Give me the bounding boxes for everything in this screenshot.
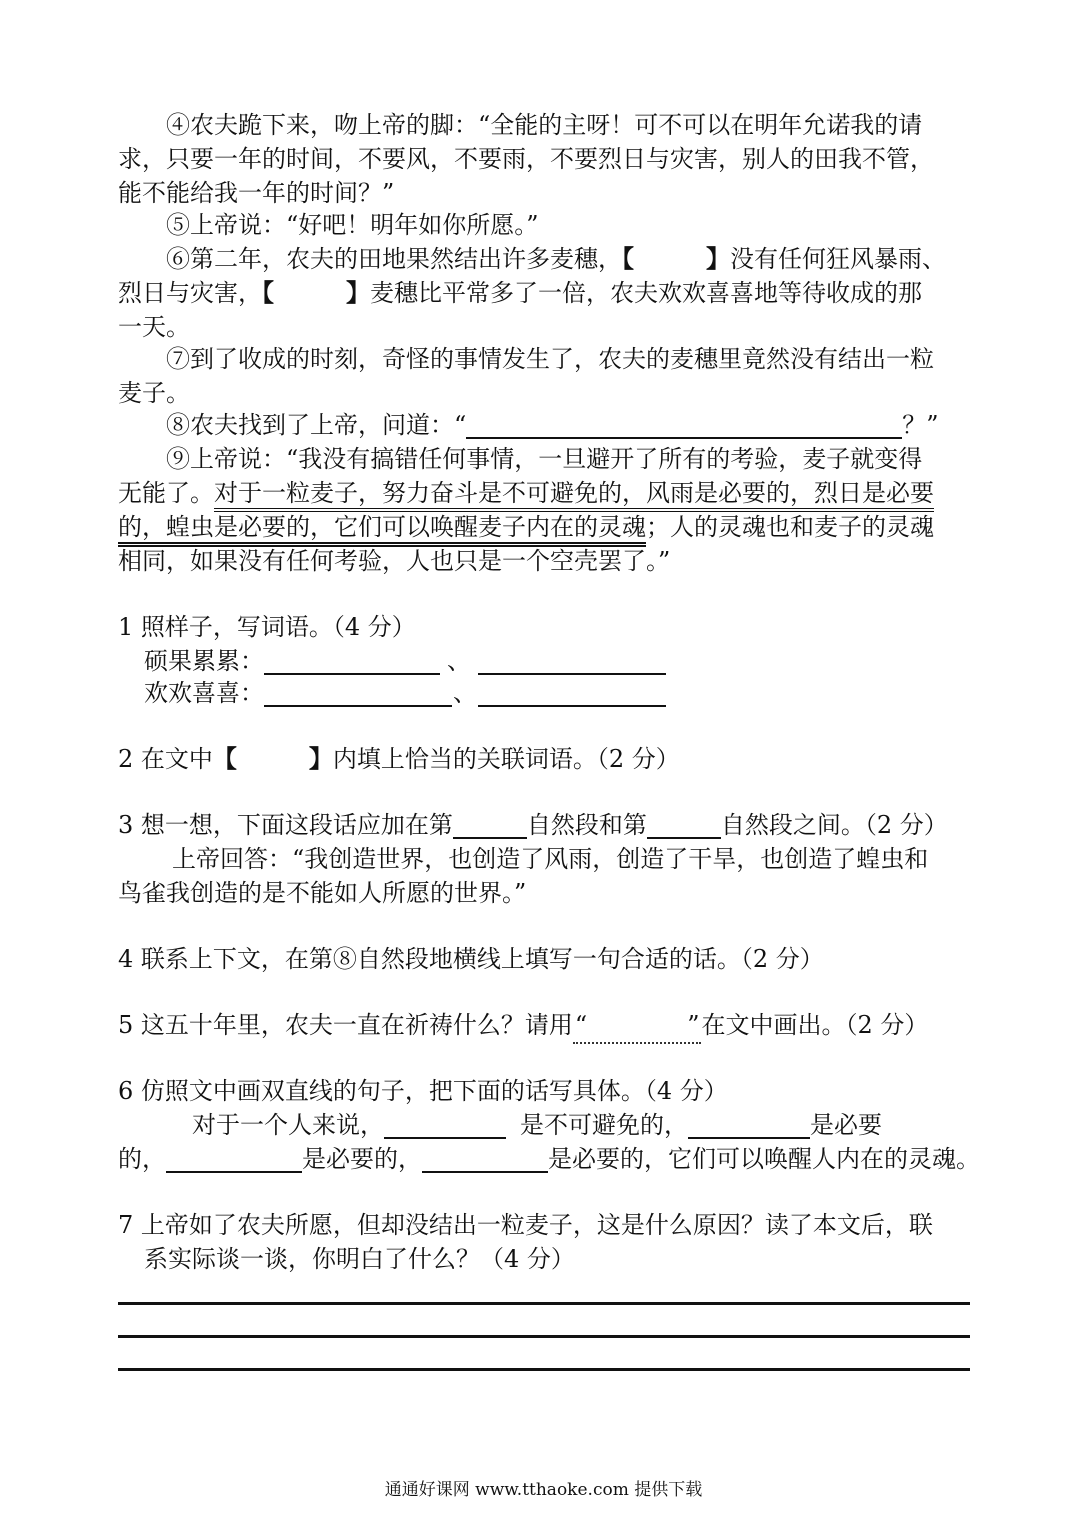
question-text: 是必要的， [302, 1145, 422, 1173]
quote-close: ” [687, 1011, 700, 1039]
question-text: 2 在文中 [118, 745, 213, 773]
answer-blank[interactable] [422, 1147, 548, 1173]
passage-p4-line3: 能不能给我一年的时间？” [118, 179, 395, 207]
bracket-close: 】 [308, 744, 333, 773]
bracket-open: 【 [262, 278, 274, 307]
passage-text: ？” [902, 411, 939, 439]
question-text: 3 想一想，下面这段话应加在第 [118, 811, 453, 839]
passage-p7-line2: 麦子。 [118, 379, 190, 407]
question-text: 5 这五十年里，农夫一直在祈祷什么？请用 [118, 1011, 573, 1039]
passage-p6-line2 [118, 276, 970, 310]
passage-p9-line2 [118, 476, 970, 510]
separator: 、 [453, 679, 477, 707]
passage-p6-line3: 一天。 [118, 313, 190, 341]
question-text: 是必要的，它们可以唤醒人内在的灵魂。 [548, 1145, 980, 1173]
bracket-close: 】 [706, 244, 730, 273]
separator: 、 [447, 647, 471, 675]
question-7-line1: 7 上帝如了农夫所愿，但却没结出一粒麦子，这是什么原因？读了本文后，联 [118, 1211, 933, 1239]
passage-text: 无能了。 [118, 479, 214, 507]
answer-blank[interactable] [384, 1113, 506, 1139]
question-3-quote-line1: 上帝回答：“我创造世界，也创造了风雨，创造了干旱，也创造了蝗虫和 [172, 845, 929, 873]
answer-blank[interactable] [166, 1147, 302, 1173]
passage-text: ；人的灵魂也和麦子的灵魂 [646, 513, 934, 541]
question-text: 对于一个人来说， [192, 1111, 384, 1139]
passage-text: 麦穗比平常多了一倍，农夫欢欢喜喜地等待收成的那 [370, 279, 922, 307]
answer-blank[interactable] [453, 813, 527, 839]
double-underlined-sentence: 的，蝗虫是必要的，它们可以唤醒麦子内在的灵魂 [118, 513, 646, 547]
passage-p7-line1: ⑦到了收成的时刻，奇怪的事情发生了，农夫的麦穗里竟然没有结出一粒 [166, 345, 934, 373]
question-text: 自然段和第 [526, 811, 647, 839]
passage-p8 [118, 408, 1018, 442]
passage-p9-line3 [118, 510, 970, 544]
question-text: 的， [118, 1145, 166, 1173]
answer-blank[interactable] [478, 681, 666, 707]
passage-p4-line1: ④农夫跪下来，吻上帝的脚：“全能的主呀！可不可以在明年允诺我的请 [166, 111, 923, 139]
passage-p6-line1 [118, 242, 1018, 276]
passage-p5: ⑤上帝说：“好吧！明年如你所愿。” [166, 211, 539, 239]
question-6: 6 仿照文中画双直线的句子，把下面的话写具体。（4 分） [118, 1077, 728, 1105]
dotted-quote-marker [573, 1008, 702, 1044]
question-1: 1 照样子，写词语。（4 分） [118, 613, 416, 641]
passage-p9-line1: ⑨上帝说：“我没有搞错任何事情，一旦避开了所有的考验，麦子就变得 [166, 445, 923, 473]
quote-open: “ [574, 1011, 588, 1039]
passage-text: 烈日与灾害， [118, 279, 262, 307]
answer-blank[interactable] [264, 649, 440, 675]
question-1-row-a [118, 644, 996, 678]
question-7-line2: 系实际谈一谈，你明白了什么？（4 分） [144, 1245, 575, 1273]
question-1-row-b [118, 676, 996, 710]
question-6-line2 [118, 1108, 1044, 1142]
bracket-open: 【 [622, 244, 634, 273]
question-3 [118, 808, 970, 842]
passage-text: ⑧农夫找到了上帝，问道：“ [166, 411, 467, 439]
answer-writing-line[interactable] [118, 1302, 970, 1305]
question-text: 是不可避免的， [520, 1111, 688, 1139]
answer-blank[interactable] [647, 813, 721, 839]
question-5 [118, 1008, 970, 1044]
passage-text: ⑥第二年，农夫的田地果然结出许多麦穗， [166, 245, 622, 273]
answer-blank[interactable] [478, 649, 666, 675]
question-4: 4 联系上下文，在第⑧自然段地横线上填写一句合适的话。（2 分） [118, 945, 824, 973]
question-2 [118, 742, 970, 776]
question-text: 是必要 [810, 1111, 882, 1139]
question-3-quote-line2: 鸟雀我创造的是不能如人所愿的世界。” [118, 879, 527, 907]
page-footer: 通通好课网 www.tthaoke.com 提供下载 [384, 1480, 703, 1500]
passage-text: 没有任何狂风暴雨、 [730, 245, 946, 273]
bracket-close: 】 [346, 278, 370, 307]
bracket-open: 【 [212, 744, 237, 773]
question-6-line3 [118, 1142, 980, 1176]
question-text: 内填上恰当的关联词语。（2 分） [332, 745, 680, 773]
answer-blank[interactable] [688, 1113, 810, 1139]
answer-writing-line[interactable] [118, 1335, 970, 1338]
question-text: 自然段之间。（2 分） [720, 811, 948, 839]
example-word: 欢欢喜喜： [144, 679, 264, 707]
question-text: 在文中画出。（2 分） [701, 1011, 929, 1039]
double-underlined-sentence: 对于一粒麦子，努力奋斗是不可避免的，风雨是必要的，烈日是必要 [214, 479, 934, 512]
passage-p9-line4: 相同，如果没有任何考验，人也只是一个空壳罢了。” [118, 547, 671, 575]
example-word: 硕果累累： [144, 647, 264, 675]
answer-blank[interactable] [264, 681, 452, 707]
passage-p4-line2: 求，只要一年的时间，不要风，不要雨，不要烈日与灾害，别人的田我不管， [118, 145, 934, 173]
answer-writing-line[interactable] [118, 1368, 970, 1371]
answer-line-p8[interactable] [466, 413, 902, 439]
